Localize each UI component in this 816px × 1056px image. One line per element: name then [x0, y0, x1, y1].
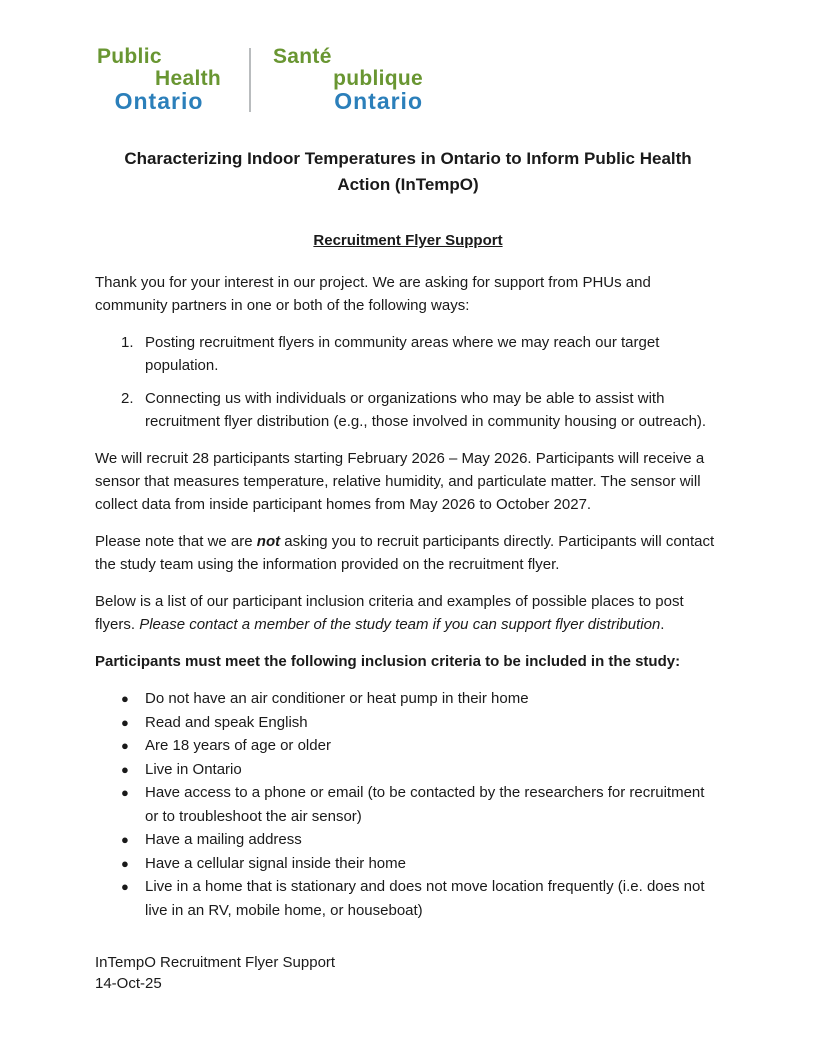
list-item-text: Live in a home that is stationary and does not move location frequently (i.e. does not live in an RV, mobile home, or houseboat) [145, 878, 705, 919]
list-item [95, 758, 721, 782]
public-health-ontario-logo [97, 46, 721, 112]
criteria-intro-italic: Please contact a member of the study team if you can support flyer distribution [139, 616, 661, 633]
list-item-text: Posting recruitment flyers in community areas where we may reach our target population. [145, 334, 660, 374]
list-item-text: Live in Ontario [145, 760, 242, 778]
footer-date: 14-Oct-25 [95, 975, 162, 992]
logo-text-ontario-fr: Ontario [334, 88, 423, 114]
bullet-icon: ● [121, 855, 129, 871]
bullet-icon: ● [121, 714, 129, 730]
logo-text-sante: Santé [273, 45, 332, 68]
document-footer [95, 952, 335, 994]
list-item [95, 734, 721, 758]
criteria-list [95, 687, 721, 922]
list-item [95, 387, 721, 433]
support-ways-list [95, 331, 721, 433]
logo-english [97, 46, 221, 112]
list-item [95, 852, 721, 876]
list-item-text: Connecting us with individuals or organizations who may be able to assist with recruitment flyer distribution (e.g., those involved in community housing or outreach). [145, 390, 707, 430]
bullet-icon: ● [121, 879, 129, 894]
list-item [95, 828, 721, 852]
list-item-text: Are 18 years of age or older [145, 737, 331, 754]
list-item [95, 687, 721, 711]
list-item-text: Have a cellular signal inside their home [145, 854, 406, 872]
logo-text-public: Public [97, 45, 162, 68]
criteria-intro-pre: Below is a list of our participant inclusion criteria and examples of possible places to post flyers. [95, 593, 684, 633]
list-item [95, 781, 721, 828]
intro-paragraph: Thank you for your interest in our project. We are asking for support from PHUs and community partners in one or both of the following ways: [95, 274, 651, 314]
footer-title: InTempO Recruitment Flyer Support [95, 954, 336, 971]
section-subtitle: Recruitment Flyer Support [313, 232, 503, 249]
bullet-icon: ● [121, 738, 129, 753]
logo-text-ontario-en: Ontario [114, 88, 204, 114]
list-item-text: Have a mailing address [145, 831, 302, 848]
criteria-intro-paragraph [95, 590, 721, 636]
list-item [95, 711, 721, 735]
recruitment-paragraph: We will recruit 28 participants starting February 2026 – May 2026. Participants will receive a sensor that measures temperature, relative humidity, and particulate matter. The sensor will collect data from inside participant homes from May 2026 to October 2027. [95, 450, 705, 513]
list-item-text: Do not have an air conditioner or heat pump in their home [145, 690, 529, 707]
bullet-icon: ● [121, 691, 129, 706]
bullet-icon: ● [121, 832, 129, 847]
bullet-icon: ● [121, 785, 129, 800]
list-item-text: Have access to a phone or email (to be contacted by the researchers for recruitment or to troubleshoot the air sensor) [145, 784, 705, 825]
note-text-post: asking you to recruit participants directly. Participants will contact the study team using the information provided on the recruitment flyer. [95, 533, 715, 573]
list-item-text: Read and speak English [145, 713, 308, 731]
criteria-intro-post: . [660, 616, 665, 633]
note-text-pre: Please note that we are [95, 533, 257, 550]
list-number: 2. [121, 390, 134, 407]
document-title: Characterizing Indoor Temperatures in Ontario to Inform Public Health Action (InTempO) [124, 149, 692, 194]
criteria-heading: Participants must meet the following inclusion criteria to be included in the study: [95, 653, 681, 670]
note-paragraph [95, 530, 721, 576]
logo-french [273, 46, 423, 112]
logo-divider [249, 48, 251, 112]
note-emphasis: not [256, 533, 281, 550]
list-item [95, 331, 721, 377]
logo-text-publique: publique [333, 67, 423, 90]
bullet-icon: ● [121, 761, 129, 777]
list-number: 1. [121, 334, 134, 351]
list-item [95, 875, 721, 922]
logo-text-health: Health [155, 67, 221, 90]
